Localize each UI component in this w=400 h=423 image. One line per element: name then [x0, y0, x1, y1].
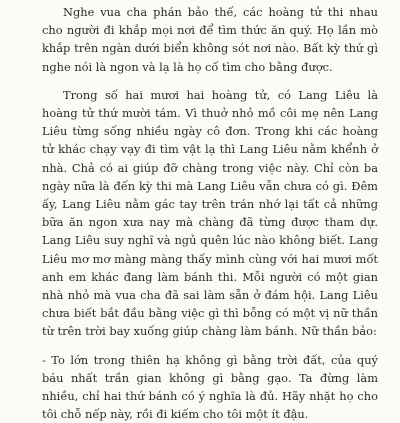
story-text	[42, 3, 378, 423]
paragraph-princes-search: Nghe vua cha phán bảo thế, các hoàng tử thi nhau cho người đi khắp mọi nơi để tìm thức ăn quý. Họ lần mò khắp trên ngàn dưới biển không sót nơi nào. Bất kỳ thứ gì nghe nói là ngon và lạ là họ cố tìm cho bằng được.	[42, 5, 378, 74]
paragraph-goddess-speech: - To lớn trong thiên hạ không gì bằng trời đất, của quý báu nhất trần gian không gì bằng gạo. Ta đừng làm nhiều, chỉ hai thứ bánh có ý nghĩa là đủ. Hãy nhặt họ cho tôi chỗ nếp này, rồi đi kiếm cho tôi một ít đậu.	[42, 352, 378, 422]
paragraph-lang-lieu: Trong số hai mươi hai hoàng tử, có Lang Liêu là hoàng tử thứ mười tám. Vì thuở nhỏ mồ côi mẹ nên Lang Liêu từng sống nhiều ngày cô đơn. Trong khi các hoàng tử khác chạy vạy đi tìm vật lạ thì Lang Liêu nằm khểnh ở nhà. Chả có ai giúp đỡ chàng trong việc này. Chỉ còn ba ngày nữa là đến kỳ thi mà Lang Liêu vẫn chưa có gì. Đêm ấy, Lang Liêu nằm gác tay trên trán nhớ lại tất cả những bữa ăn ngon xưa nay mà chàng đã từng được tham dự. Lang Liêu suy nghĩ và ngủ quên lúc nào không biết. Lang Liêu mơ mơ màng màng thấy mình cùng với hai mươi mốt anh em khác đang làm bánh thi. Mỗi người có một gian nhà nhỏ mà vua cha đã sai làm sẵn ở đám hội. Lang Liêu chưa biết bắt đầu bằng việc gì thì bỗng có một vị nữ thần từ trên trời bay xuống giúp chàng làm bánh. Nữ thần bảo:	[42, 87, 378, 339]
